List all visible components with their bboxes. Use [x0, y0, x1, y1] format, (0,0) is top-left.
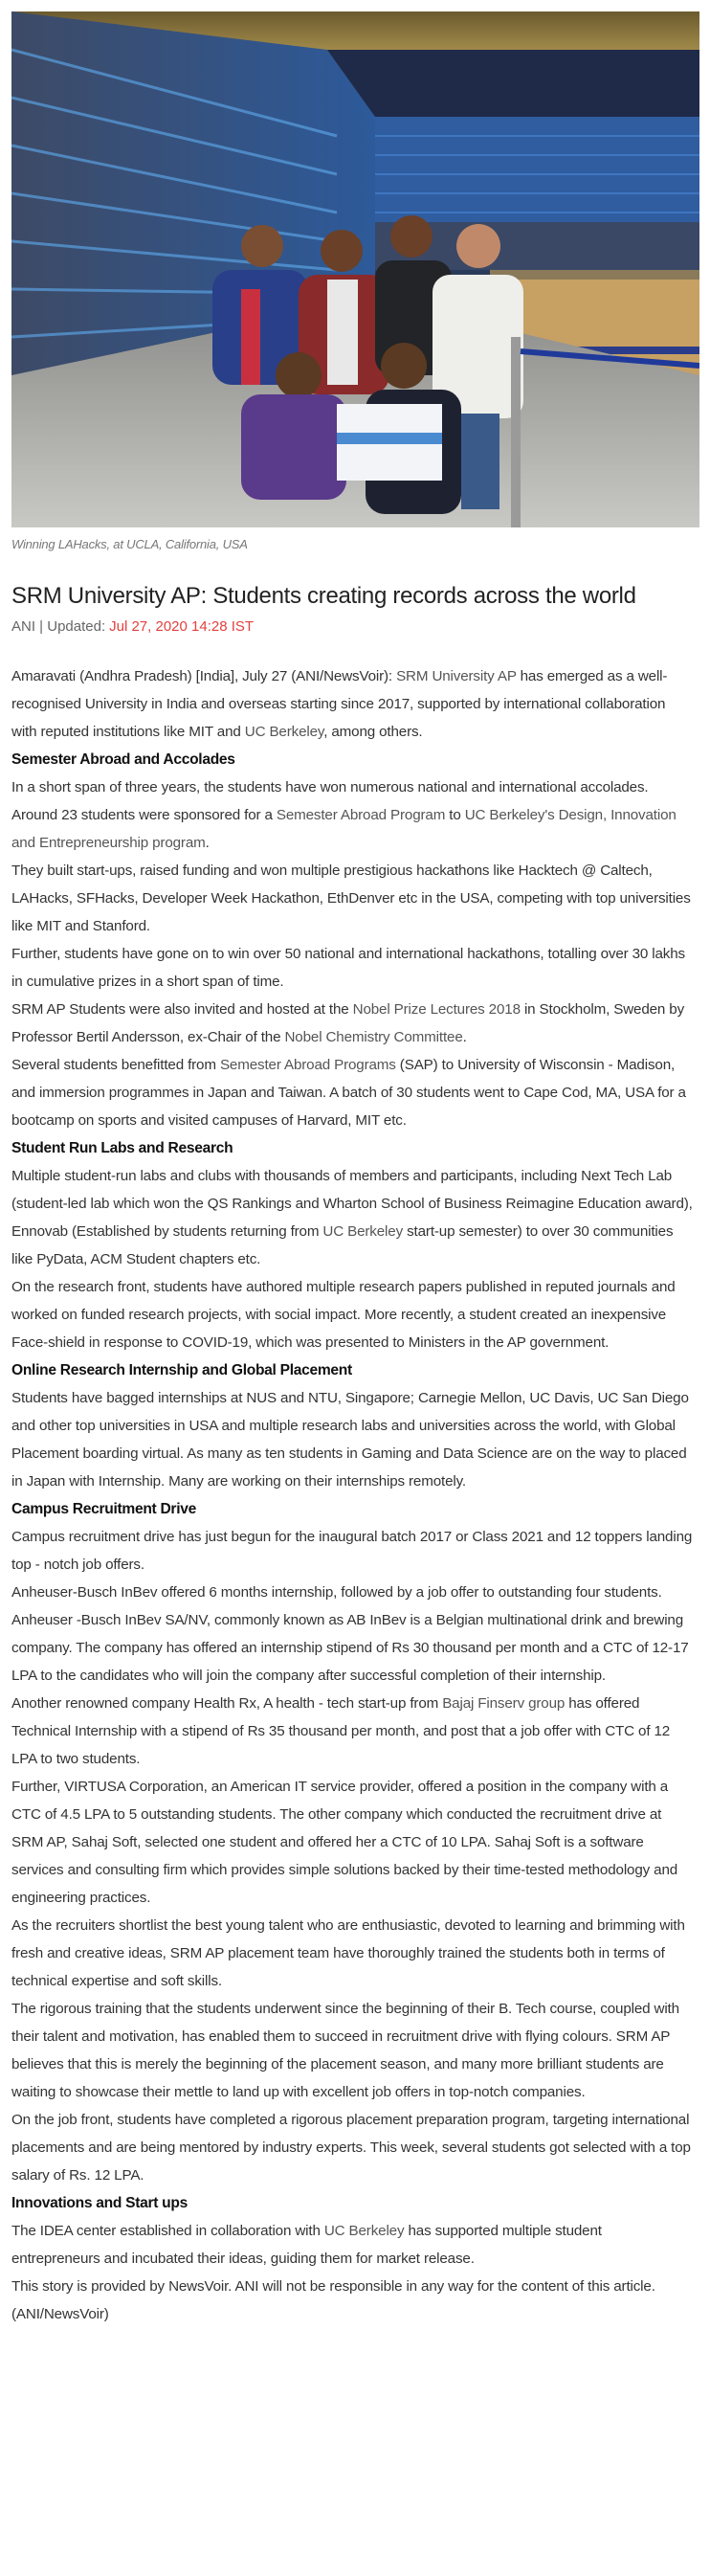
- article-meta: [11, 617, 699, 637]
- paragraph: Campus recruitment drive has just begun for the inaugural batch 2017 or Class 2021 and 12 toppers landing top - notch job offers.: [11, 1529, 693, 1573]
- text: (SAP) to University of Wisconsin - Madison, and immersion programmes in Japan and Taiwan. A batch of 30 students went to Cape Cod, MA, USA for a bootcamp on sports and visited campuses of Harvard, MIT etc.: [11, 1057, 686, 1129]
- text: SRM AP Students were also invited and hosted at the: [11, 1001, 353, 1018]
- text: Another renowned company Health Rx, A health - tech start-up from: [11, 1695, 443, 1712]
- link-bajaj-finserv-group[interactable]: Bajaj Finserv group: [442, 1695, 566, 1712]
- paragraph: Anheuser-Busch InBev offered 6 months internship, followed by a job offer to outstanding four students. Anheuser -Busch InBev SA/NV, commonly known as AB InBev is a Belgian multinational drink and brewing company. The company has offered an internship stipend of Rs 30 thousand per month and a CTC of 12-17 LPA to the candidates who will join the company after successful completion of their internship.: [11, 1584, 689, 1684]
- text: .: [462, 1029, 467, 1045]
- text: start-up semester) to over 30 communities like PyData, ACM Student chapters etc.: [11, 1223, 674, 1267]
- text: Multiple student-run labs and clubs with thousands of members and participants, including Next Tech Lab (student-led lab which won the QS Rankings and Wharton School of Business Reimagine Education award), Ennovab (Established by students returning from: [11, 1168, 693, 1240]
- text: , among others.: [323, 724, 423, 740]
- paragraph: [11, 773, 694, 857]
- link-uc-berkeley[interactable]: UC Berkeley: [322, 1223, 404, 1240]
- paragraph: On the research front, students have authored multiple research papers published in reputed journals and worked on funded research projects, with social impact. More recently, a student created an inexpensive Face-shield in response to COVID-19, which was presented to Ministers in the AP government.: [11, 1279, 676, 1351]
- link-semester-abroad-programs[interactable]: Semester Abroad Programs: [219, 1057, 396, 1073]
- text: In a short span of three years, the students have won numerous national and international accolades. Around 23 students were sponsored for a: [11, 779, 649, 823]
- section-heading: Online Research Internship and Global Placement: [11, 1362, 352, 1378]
- paragraph: They built start-ups, raised funding and won multiple prestigious hackathons like Hacktech @ Caltech, LAHacks, SFHacks, Developer Week Hackathon, EthDenver etc in the USA, competing with top universities like MIT and Stanford.: [11, 862, 691, 934]
- link-uc-berkeley[interactable]: UC Berkeley: [323, 2223, 405, 2239]
- paragraph: Students have bagged internships at NUS and NTU, Singapore; Carnegie Mellon, UC Davis, UC San Diego and other top universities in USA and multiple research labs and universities across the world, with Global Placement boarding virtual. As many as ten students in Gaming and Data Science are on the way to placed in Japan with Internship. Many are working on their internships remotely.: [11, 1390, 689, 1490]
- paragraph: The rigorous training that the students underwent since the beginning of their B. Tech course, coupled with their talent and motivation, has enabled them to succeed in recruitment drive with flying colours. SRM AP believes that this is merely the beginning of the placement season, and many more brilliant students are waiting to showcase their mettle to land up with excellent job offers in top-notch companies.: [11, 2001, 679, 2100]
- text: has emerged as a well-recognised University in India and overseas starting since 2017, supported by international collaboration with reputed institutions like MIT and: [11, 668, 668, 740]
- text: The IDEA center established in collaboration with: [11, 2223, 324, 2239]
- article-title: SRM University AP: Students creating records across the world: [11, 583, 636, 609]
- article-source: ANI | Updated:: [11, 618, 106, 635]
- link-srm-university-ap[interactable]: SRM University AP: [396, 668, 517, 684]
- paragraph: [11, 662, 694, 746]
- article-body: [11, 662, 699, 2328]
- paragraph: Further, students have gone on to win over 50 national and international hackathons, totalling over 30 lakhs in cumulative prizes in a short span of time.: [11, 946, 685, 990]
- paragraph: As the recruiters shortlist the best young talent who are enthusiastic, devoted to learning and brimming with fresh and creative ideas, SRM AP placement team have thoroughly trained the students both in terms of technical expertise and soft skills.: [11, 1917, 685, 1989]
- text: .: [205, 835, 210, 851]
- text: has supported multiple student entrepreneurs and incubated their ideas, guiding them for market release.: [11, 2223, 602, 2267]
- article-photo: [11, 11, 699, 527]
- photo-caption: Winning LAHacks, at UCLA, California, USA: [11, 537, 248, 551]
- paragraph: On the job front, students have completed a rigorous placement preparation program, targeting international placements and are being mentored by industry experts. This week, several students got selected with a top salary of Rs. 12 LPA.: [11, 2112, 691, 2184]
- link-nobel-prize-lectures[interactable]: Nobel Prize Lectures 2018: [352, 1001, 521, 1018]
- paragraph: [11, 1690, 694, 1773]
- text: has offered Technical Internship with a stipend of Rs 35 thousand per month, and post that a job offer with CTC of 12 LPA to two students.: [11, 1695, 671, 1767]
- text: Amaravati (Andhra Pradesh) [India], July 27 (ANI/NewsVoir):: [11, 668, 397, 684]
- text: Several students benefitted from: [11, 1057, 220, 1073]
- text: to: [445, 807, 465, 823]
- paragraph: [11, 996, 694, 1051]
- paragraph: [11, 1162, 694, 1273]
- section-heading: Innovations and Start ups: [11, 2195, 188, 2211]
- link-uc-berkeley[interactable]: UC Berkeley: [244, 724, 324, 740]
- disclaimer: This story is provided by NewsVoir. ANI will not be responsible in any way for the content of this article. (ANI/NewsVoir): [11, 2278, 655, 2322]
- text: in Stockholm, Sweden by Professor Bertil Andersson, ex-Chair of the: [11, 1001, 685, 1045]
- section-heading: Student Run Labs and Research: [11, 1140, 233, 1156]
- link-semester-abroad-program[interactable]: Semester Abroad Program: [276, 807, 446, 823]
- section-heading: Campus Recruitment Drive: [11, 1501, 196, 1517]
- link-uc-berkeley-program[interactable]: UC Berkeley's Design, Innovation and Entrepreneurship program: [11, 807, 677, 851]
- paragraph: [11, 2217, 694, 2273]
- paragraph: [11, 1051, 694, 1134]
- article-date: Jul 27, 2020 14:28 IST: [109, 618, 255, 635]
- link-nobel-chemistry-committee[interactable]: Nobel Chemistry Committee: [284, 1029, 463, 1045]
- paragraph: Further, VIRTUSA Corporation, an American IT service provider, offered a position in the company with a CTC of 4.5 LPA to 5 outstanding students. The other company which conducted the recruitment drive at SRM AP, Sahaj Soft, selected one student and offered her a CTC of 10 LPA. Sahaj Soft is a software services and consulting firm which provides simple solutions backed by their time-tested methodology and engineering practices.: [11, 1779, 678, 1906]
- section-heading: Semester Abroad and Accolades: [11, 751, 235, 768]
- photo-illustration: [11, 11, 699, 527]
